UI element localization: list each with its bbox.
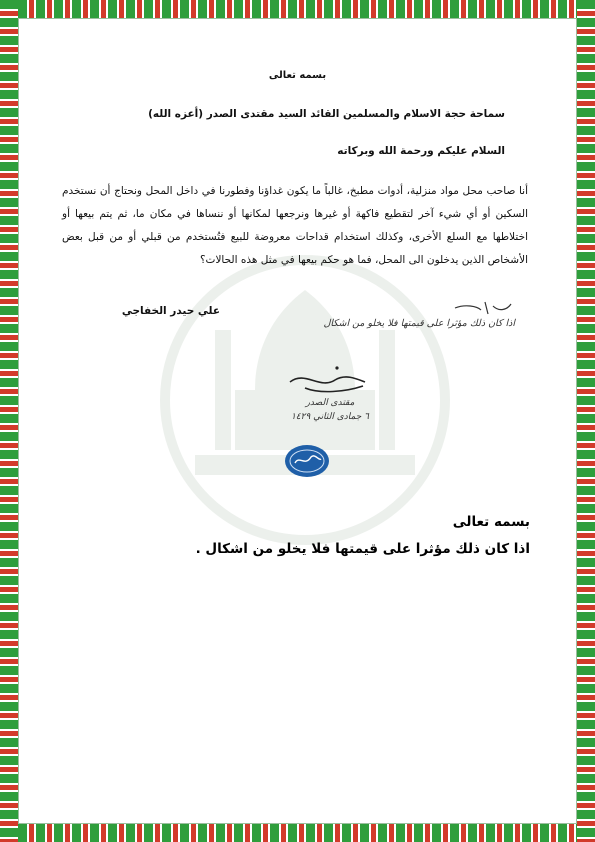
signature-flourish-icon: [285, 360, 375, 400]
signature-name: مقتدى الصدر: [305, 398, 355, 408]
handwritten-answer: اذا كان ذلك مؤثرا على قيمتها فلا يخلو من اشكال: [323, 318, 515, 329]
border-top: [0, 0, 595, 18]
answer-heading: بسمه تعالى: [452, 514, 530, 530]
border-right: [577, 0, 595, 842]
signature-date: ٦ جمادى الثاني ١٤٢٩: [290, 412, 370, 422]
border-bottom: [0, 824, 595, 842]
letter-addressee: سماحة حجة الاسلام والمسلمين القائد السيد مقتدى الصدر (أعزه الله): [148, 108, 505, 120]
answer-body: اذا كان ذلك مؤثرا على قيمتها فلا يخلو من اشكال .: [195, 541, 530, 557]
letter-question-body: أنا صاحب محل مواد منزلية، أدوات مطبخ، غالباً ما يكون غداؤنا وفطورنا في داخل المحل ونحتاج أن نستخدم السكين أو أي شيء آخر لتقطيع فاكهة أو غيرها ونرجعها لمكانها أو ننساها في مكان ما، ثم يتم بيعها أو اختلاطها مع السلع الأخرى، وكذلك استخدام قداحات معروضة للبيع فتُستخدم من قبلي أو من قبل بعض الأشخاص الذين يدخلون الى المحل، فما هو حكم بيعها في مثل هذه الحالات؟: [62, 185, 528, 266]
letter-heading: بسمه تعالى: [268, 70, 327, 81]
blue-seal-stamp-icon: [283, 443, 331, 479]
border-left: [0, 0, 18, 842]
sender-name: علي حيدر الخفاجي: [121, 305, 220, 317]
letter-greeting: السلام عليكم ورحمة الله وبركاته: [337, 145, 505, 157]
